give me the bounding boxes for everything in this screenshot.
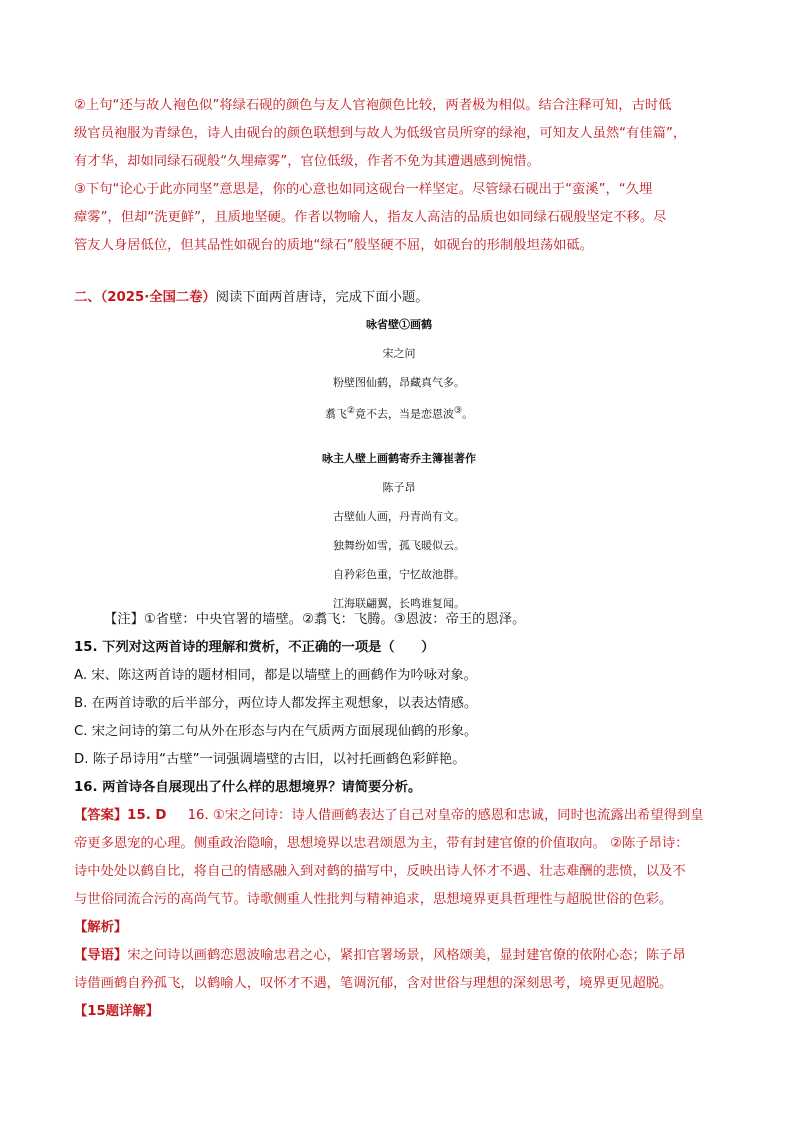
question-15 (74, 634, 724, 774)
poem-1 (74, 310, 724, 429)
text-line: 瘴雾”，但却“洗更鲜”，且质地坚硬。作者以物喻人，指友人高洁的品质也如同绿石砚般坚定不移。尽 (74, 210, 667, 225)
poem-1-line (74, 397, 724, 429)
answer-line (74, 802, 724, 830)
answer-line: 诗中处处以鹤自比，将自己的情感融入到对鹤的描写中，反映出诗人怀才不遇、壮志难酬的悲愤，以及不 (74, 864, 686, 879)
poem-1-line: 粉壁图仙鹤，昂藏真气多。 (333, 376, 465, 389)
answer-label: 【答案】15. D (74, 808, 167, 823)
question-instruction: 阅读下面两首唐诗，完成下面小题。 (215, 290, 429, 305)
poem-2-author: 陈子昂 (382, 481, 416, 494)
option-d: D. 陈子昂诗用“古壁”一词强调墙壁的古旧，以衬托画鹤色彩鲜艳。 (74, 752, 466, 767)
answer-line: 帝更多恩宠的心理。侧重政治隐喻，思想境界以忠君颂恩为主，带有封建官僚的价值取向。 ②陈子昂诗： (74, 836, 689, 851)
question-source: （2025·全国二卷） (100, 290, 216, 305)
poem-2-title: 咏主人壁上画鹤寄乔主簿崔著作 (322, 452, 476, 465)
guide-line (74, 942, 724, 970)
question-prefix: 二、 (74, 290, 101, 305)
question-15-stem: 15. 下列对这两首诗的理解和赏析，不正确的一项是（ ） (74, 640, 435, 655)
poem-1-title: 咏省壁①画鹤 (366, 318, 432, 331)
text-line: ②上句“还与故人袍色似”将绿石砚的颜色与友人官袍颜色比较，两者极为相似。结合注释可知，古时低 (74, 98, 672, 113)
poem-text: 竟不去，当是恋恩波 (355, 407, 454, 421)
option-b: B. 在两首诗歌的后半部分，两位诗人都发挥主观想象，以表达情感。 (74, 696, 478, 711)
poem-1-author: 宋之问 (382, 347, 416, 360)
poem-2-line: 江海联翩翼，长鸣谁复闻。 (333, 597, 465, 610)
text-line: 有才华，却如同绿石砚般“久埋瘴雾”，官位低级，作者不免为其遭遇感到惋惜。 (74, 154, 540, 169)
analysis-paragraph-3 (74, 176, 724, 260)
poem-text: 。 (462, 407, 474, 421)
text-line: ③下句“论心于此亦同坚”意思是，你的心意也如同这砚台一样坚定。尽管绿石砚出于“蛮溪”，“久埋 (74, 182, 653, 197)
analysis-paragraph-2 (74, 92, 724, 176)
text-line: 级官员袍服为青绿色，诗人由砚台的颜色联想到与故人为低级官员所穿的绿袍，可知友人虽然“有佳篇”， (74, 126, 687, 141)
poem-2-line: 自矜彩色重，宁忆故池群。 (333, 568, 465, 581)
footnote-mark: ② (346, 406, 355, 416)
answer-block (74, 802, 724, 914)
poem-text: 翥飞 (324, 407, 347, 421)
answer-text: 16. ①宋之问诗：诗人借画鹤表达了自己对皇帝的感恩和忠诚，同时也流露出希望得到皇 (187, 808, 704, 823)
text-line: 管友人身居低位，但其品性如砚台的质地“绿石”般坚硬不屈，如砚台的形制般坦荡如砥。 (74, 238, 594, 253)
poem-2-line: 独舞纷如雪，孤飞暖似云。 (333, 539, 465, 552)
option-a: A. 宋、陈这两首诗的题材相同，都是以墙壁上的画鹤作为吟咏对象。 (74, 668, 477, 683)
option-c: C. 宋之问诗的第二句从外在形态与内在气质两方面展现仙鹤的形象。 (74, 724, 478, 739)
question-heading (74, 284, 724, 312)
guide-text: 宋之问诗以画鹤恋恩波喻忠君之心，紧扣官署场景，风格颂美，显封建官僚的依附心态；陈子昂 (127, 948, 686, 963)
footnote-mark: ③ (454, 406, 463, 416)
analysis-label: 【解析】 (74, 920, 128, 935)
question-16-stem: 16. 两首诗各自展现出了什么样的思想境界？请简要分析。 (74, 780, 422, 795)
poem-note: 【注】①省壁：中央官署的墙壁。②翥飞：飞腾。③恩波：帝王的恩泽。 (104, 612, 526, 627)
poem-2 (74, 444, 724, 618)
poem-2-line: 古壁仙人画，丹青尚有文。 (333, 510, 465, 523)
answer-line: 与世俗同流合污的高尚气节。诗歌侧重人性批判与精神追求，思想境界更具哲理性与超脱世俗的色彩。 (74, 892, 673, 907)
guide-line: 诗借画鹤自矜孤飞，以鹤喻人，叹怀才不遇，笔调沉郁，含对世俗与理想的深刻思考，境界更见超脱。 (74, 976, 673, 991)
guide-block (74, 942, 724, 998)
detail-label: 【15题详解】 (74, 1004, 159, 1019)
guide-label: 【导语】 (74, 948, 128, 963)
